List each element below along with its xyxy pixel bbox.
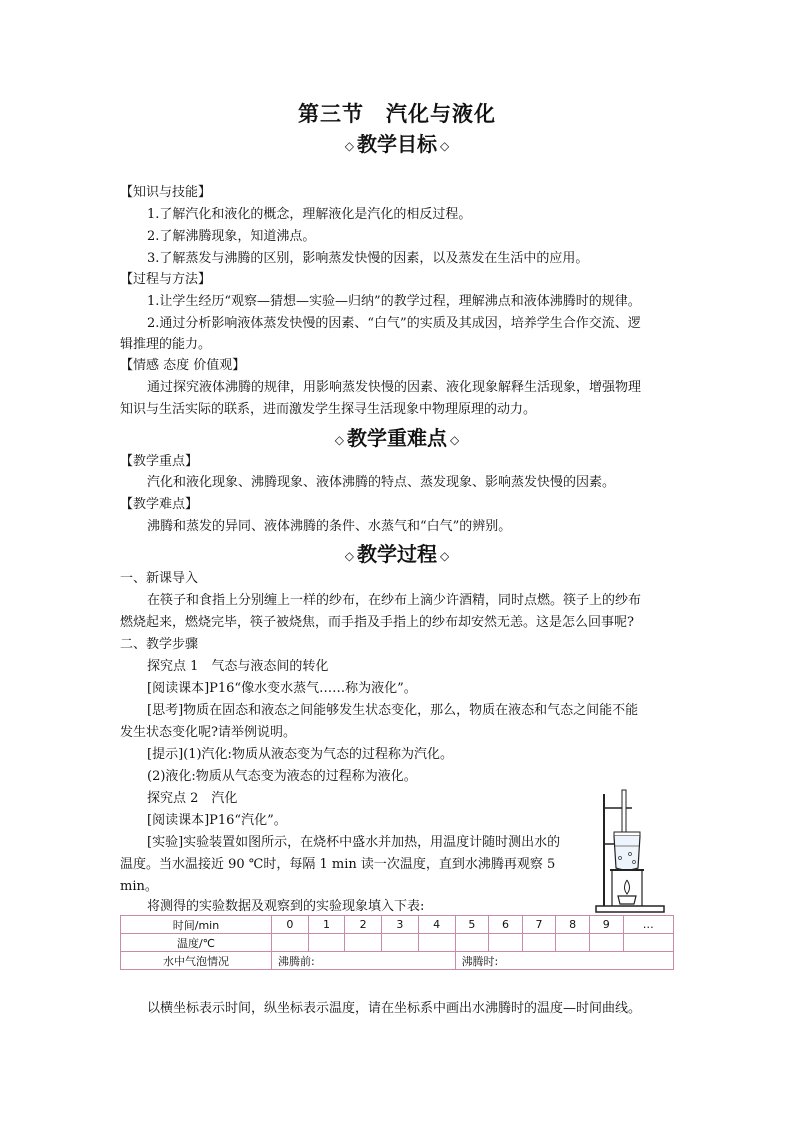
point2-reading: [阅读课本]P16“汽化”。 bbox=[147, 813, 287, 828]
intro-line1: 在筷子和食指上分别缠上一样的纱布，在纱布上滴少许酒精，同时点燃。筷子上的纱布 bbox=[147, 593, 642, 608]
point2-exp-line1: [实验]实验装置如图所示，在烧杯中盛水并加热，用温度计随时测出水的 bbox=[147, 835, 561, 850]
subheading-focus: 【教学重点】 bbox=[120, 454, 199, 469]
table-row-temperature bbox=[121, 934, 674, 952]
subheading-steps: 二、教学步骤 bbox=[120, 637, 199, 652]
section-heading-keypoints bbox=[0, 422, 794, 451]
diamond-icon: ◇ bbox=[334, 432, 344, 447]
diamond-icon: ◇ bbox=[344, 138, 354, 153]
table-cell-time: 2 bbox=[345, 916, 382, 934]
table-row-bubbles bbox=[121, 952, 674, 970]
table-cell-empty bbox=[489, 934, 523, 952]
point1-hint2: (2)液化:物质从气态变为液态的过程称为液化。 bbox=[147, 769, 417, 784]
point1-hint1: [提示](1)汽化:物质从液态变为气态的过程称为汽化。 bbox=[147, 747, 453, 762]
subheading-method: 【过程与方法】 bbox=[120, 272, 212, 287]
table-row-time bbox=[121, 916, 674, 934]
table-cell-time: 5 bbox=[455, 916, 489, 934]
table-cell-time: 6 bbox=[489, 916, 523, 934]
objective-k3: 3.了解蒸发与沸腾的区别，影响蒸发快慢的因素，以及蒸发在生活中的应用。 bbox=[147, 251, 589, 266]
section-heading-text: 教学重难点 bbox=[347, 426, 447, 450]
diamond-icon: ◇ bbox=[450, 432, 460, 447]
table-cell-time: … bbox=[623, 916, 673, 934]
table-cell-empty bbox=[418, 934, 455, 952]
table-cell-empty bbox=[623, 934, 673, 952]
point2-heading: 探究点 2 汽化 bbox=[147, 791, 238, 806]
point1-reading: [阅读课本]P16“像水变水蒸气……称为液化”。 bbox=[147, 681, 417, 696]
title-section-number: 第三节 bbox=[298, 101, 364, 126]
table-cell-empty bbox=[522, 934, 556, 952]
table-cell-time: 7 bbox=[522, 916, 556, 934]
point1-think-line2: 发生状态变化呢?请举例说明。 bbox=[120, 725, 296, 740]
subheading-difficulty: 【教学难点】 bbox=[120, 497, 199, 512]
table-cell-time: 9 bbox=[589, 916, 623, 934]
objective-m1: 1.让学生经历“观察—猜想—实验—归纳”的教学过程，理解沸点和液体沸腾时的规律。 bbox=[147, 294, 641, 309]
point2-exp-line2: 温度。当水温接近 90 ℃时，每隔 1 min 读一次温度，直到水沸腾再观察 5 bbox=[120, 857, 556, 872]
table-cell-empty bbox=[308, 934, 345, 952]
objective-m2-line2: 辑推理的能力。 bbox=[120, 337, 212, 352]
subheading-emotion: 【情感 态度 价值观】 bbox=[120, 358, 246, 373]
table-cell-time: 0 bbox=[272, 916, 309, 934]
table-cell-temperature-label: 温度/℃ bbox=[121, 934, 272, 952]
difficulty-text: 沸腾和蒸发的异同、液体沸腾的条件、水蒸气和“白气”的辨别。 bbox=[147, 519, 512, 534]
section-heading-objectives bbox=[0, 128, 794, 157]
objective-k2: 2.了解沸腾现象，知道沸点。 bbox=[147, 229, 316, 244]
table-cell-time: 8 bbox=[556, 916, 590, 934]
diamond-icon: ◇ bbox=[440, 548, 450, 563]
table-cell-before-boiling: 沸腾前: bbox=[272, 952, 456, 970]
objective-e1-line1: 通过探究液体沸腾的规律，用影响蒸发快慢的因素、液化现象解释生活现象，增强物理 bbox=[147, 380, 642, 395]
table-cell-bubbles-label: 水中气泡情况 bbox=[121, 952, 272, 970]
table-cell-empty bbox=[345, 934, 382, 952]
page-title bbox=[0, 98, 794, 128]
subheading-knowledge: 【知识与技能】 bbox=[120, 185, 212, 200]
table-cell-time-label: 时间/min bbox=[121, 916, 272, 934]
table-cell-empty bbox=[382, 934, 419, 952]
closing-instruction: 以横坐标表示时间，纵坐标表示温度，请在坐标系中画出水沸腾时的温度—时间曲线。 bbox=[147, 1001, 642, 1016]
point1-think-line1: [思考]物质在固态和液态之间能够发生状态变化，那么，物质在液态和气态之间能不能 bbox=[147, 703, 639, 718]
section-heading-text: 教学目标 bbox=[357, 132, 437, 156]
table-cell-time: 4 bbox=[418, 916, 455, 934]
section-heading-text: 教学过程 bbox=[357, 542, 437, 566]
table-cell-time: 3 bbox=[382, 916, 419, 934]
objective-e1-line2: 知识与生活实际的联系，进而激发学生探寻生活现象中物理原理的动力。 bbox=[120, 402, 537, 417]
diamond-icon: ◇ bbox=[344, 548, 354, 563]
boiling-apparatus-illustration bbox=[592, 788, 672, 916]
subheading-intro: 一、新课导入 bbox=[120, 571, 199, 586]
title-topic: 汽化与液化 bbox=[386, 101, 496, 126]
focus-text: 汽化和液化现象、沸腾现象、液体沸腾的特点、蒸发现象、影响蒸发快慢的因素。 bbox=[147, 475, 616, 490]
table-cell-empty bbox=[455, 934, 489, 952]
table-cell-empty bbox=[589, 934, 623, 952]
table-intro: 将测得的实验数据及观察到的实验现象填入下表: bbox=[147, 899, 425, 914]
objective-m2-line1: 2.通过分析影响液体蒸发快慢的因素、“白气”的实质及其成因，培养学生合作交流、逻 bbox=[147, 316, 641, 331]
diamond-icon: ◇ bbox=[440, 138, 450, 153]
point2-exp-line3: min。 bbox=[120, 879, 158, 894]
point1-heading: 探究点 1 气态与液态间的转化 bbox=[147, 659, 329, 674]
intro-line2: 燃烧起来，燃烧完毕，筷子被烧焦，而手指及手指上的纱布却安然无恙。这是怎么回事呢? bbox=[120, 615, 634, 630]
table-cell-during-boiling: 沸腾时: bbox=[455, 952, 673, 970]
table-cell-empty bbox=[556, 934, 590, 952]
objective-k1: 1.了解汽化和液化的概念，理解液化是汽化的相反过程。 bbox=[147, 207, 472, 222]
data-table bbox=[120, 915, 674, 970]
section-heading-process bbox=[0, 538, 794, 567]
table-cell-empty bbox=[272, 934, 309, 952]
table-cell-time: 1 bbox=[308, 916, 345, 934]
